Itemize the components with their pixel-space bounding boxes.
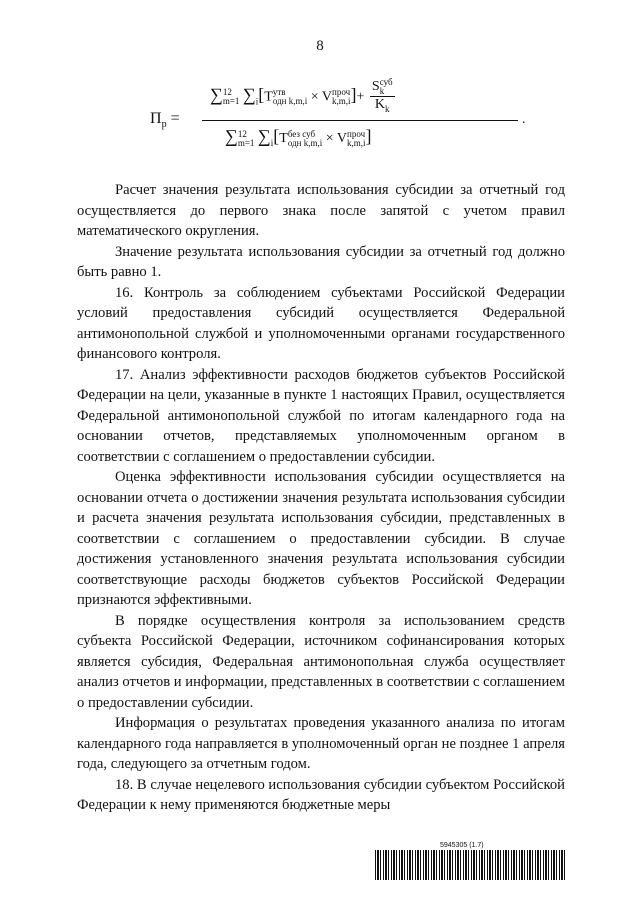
formula-denominator: ∑12 m=1 $\sum_i[Tбез$ суб одн k,m,i × Vпроч k,m,i] (225, 126, 372, 148)
formula (150, 78, 550, 158)
paragraph-info: Информация о результатах проведения указанного анализа по итогам календарного года направляется в уполномоченный орган не позднее 1 апреля года, следующего за отчетным годом. (77, 715, 565, 772)
fraction-bar (202, 120, 518, 121)
paragraph-control: В порядке осуществления контроля за использованием средств субъекта Российской Федерации, источником софинансирования которых является субсидия, Федеральная антимонопольная служба осуществляет анализ отчетов и информации, представленных в соответствии с соглашением о предоставлении субсидии. (77, 612, 565, 711)
barcode (375, 850, 565, 880)
paragraph-item-17: 17. Анализ эффективности расходов бюджетов субъектов Российской Федерации на цели, указанные в пункте 1 настоящих Правил, осуществляется Федеральной антимонопольной службой по итогам календарного года на основании отчетов, представляемых уполномоченным органом в соответствии с соглашением о предоставлении субсидии. (77, 366, 565, 465)
formula-lhs: $П_р$ = (150, 110, 180, 131)
paragraph-item-16: 16. Контроль за соблюдением субъектами Российской Федерации условий предоставления субсидий осуществляется Федеральной антимонопольной службой и уполномоченными органами государственного финансового контроля. (77, 284, 565, 362)
paragraph-rounding: Расчет значения результата использования субсидии за отчетный год осуществляется до первого знака после запятой с учетом правил математического округления. (77, 182, 565, 239)
paragraph-efficiency: Оценка эффективности использования субсидии осуществляется на основании отчета о достижении значения результата использования субсидии и расчета значения результата использования субсидии, представленных в соответствии с соглашением о предоставлении субсидии. В случае достижения установленного значения результата использования субсидии соответствующие расходы бюджетов субъектов Российской Федерации признаются эффективными. (77, 469, 565, 608)
formula-dot: . (522, 112, 526, 127)
formula-numerator: ∑12 m=1 $\sum_i[Tутв$ одн k,m,i × Vпроч k,m,i]+ Sсуб k $K_k$ (210, 78, 520, 117)
formula-s-over-k: Sсуб k $K_k$ (371, 77, 393, 114)
document-stamp: 5945305 (1.7) (440, 842, 484, 849)
page-number: 8 (316, 38, 324, 54)
paragraph-result-value: Значение результата использования субсидии за отчетный год должно быть равно 1. (77, 243, 565, 280)
body-text (77, 180, 565, 816)
paragraph-item-18: 18. В случае нецелевого использования субсидии субъектом Российской Федерации к нему применяются бюджетные меры (77, 776, 565, 813)
